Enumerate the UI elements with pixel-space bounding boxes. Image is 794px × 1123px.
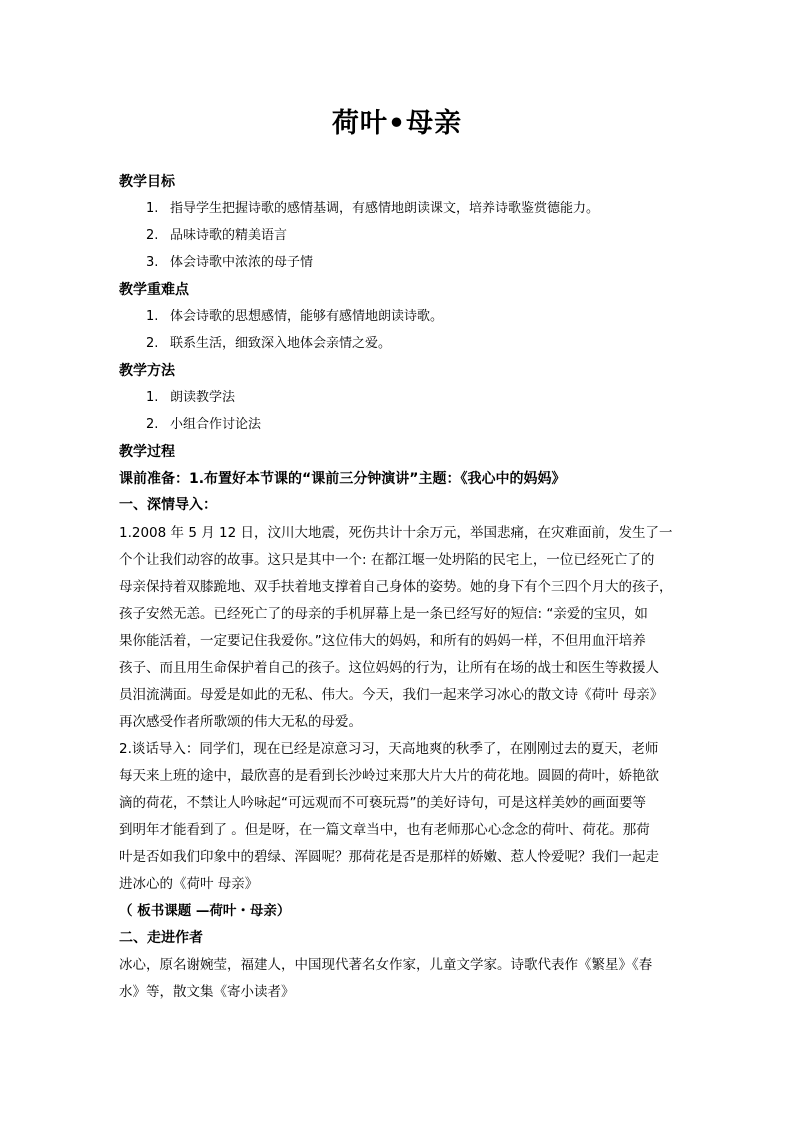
paragraph-line: 2.谈话导入：同学们，现在已经是凉意习习，天高地爽的秋季了，在刚刚过去的夏天，老师 [119, 741, 659, 757]
list-number: 2. [146, 417, 159, 432]
list-text: 朗读教学法 [170, 390, 236, 405]
list-item [146, 199, 599, 219]
list-number: 1. [146, 309, 159, 324]
section-heading-goals: 教学目标 [119, 174, 175, 190]
section-heading-methods: 教学方法 [119, 363, 175, 379]
paragraph-line: 冰心，原名谢婉莹，福建人，中国现代著名女作家，儿童文学家。诗歌代表作《繁星》《春 [119, 957, 653, 973]
list-text: 体会诗歌的思想感情，能够有感情地朗读诗歌。 [170, 309, 444, 324]
list-text: 联系生活，细致深入地体会亲情之爱。 [170, 336, 392, 351]
list-item [146, 334, 391, 354]
list-text: 指导学生把握诗歌的感情基调，有感情地朗读课文，培养诗歌鉴赏德能力。 [170, 201, 600, 216]
board-title-note: （ 板书课题 —荷叶・母亲） [119, 903, 291, 919]
list-text: 体会诗歌中浓浓的母子情 [170, 255, 314, 270]
list-item [146, 253, 313, 273]
paragraph-line: 1.2008 年 5 月 12 日，汶川大地震，死伤共计十余万元，举国悲痛，在灾难面前，发生了一 [119, 525, 673, 541]
list-item [146, 415, 261, 435]
list-number: 2. [146, 228, 159, 243]
paragraph-line: 滴的荷花，不禁让人吟咏起“可远观而不可亵玩焉”的美好诗句，可是这样美妙的画面要等 [119, 795, 646, 811]
paragraph-line: 水》等，散文集《寄小读者》 [119, 984, 295, 1000]
list-number: 1. [146, 201, 159, 216]
paragraph-line: 叶是否如我们印象中的碧绿、浑圆呢？那荷花是否是那样的娇嫩、惹人怜爱呢？我们一起走 [119, 849, 659, 865]
paragraph-line: 每天来上班的途中，最欣喜的是看到长沙岭过来那大片大片的荷花地。圆圆的荷叶，娇艳欲 [119, 768, 659, 784]
list-item [146, 388, 235, 408]
paragraph-line: 再次感受作者所歌颂的伟大无私的母爱。 [119, 714, 362, 730]
list-number: 1. [146, 390, 159, 405]
list-text: 小组合作讨论法 [170, 417, 262, 432]
part-heading-author: 二、走进作者 [119, 930, 203, 946]
part-heading-intro: 一、深情导入： [119, 497, 217, 513]
list-number: 3. [146, 255, 159, 270]
paragraph-line: 个个让我们动容的故事。这只是其中一个: 在都江堰一处坍陷的民宅上，一位已经死亡了的 [119, 552, 655, 568]
paragraph-line: 果你能活着，一定要记住我爱你。”这位伟大的妈妈，和所有的妈妈一样，不但用血汗培养 [119, 633, 646, 649]
list-item [146, 307, 443, 327]
paragraph-line: 到明年才能看到了 。但是呀，在一篇文章当中，也有老师那心心念念的荷叶、荷花。那荷 [119, 822, 650, 838]
paragraph-line: 进冰心的《荷叶 母亲》 [119, 876, 259, 892]
document-title: 荷叶•母亲 [331, 108, 463, 139]
section-heading-process: 教学过程 [119, 444, 175, 460]
paragraph-line: 孩子安然无恙。已经死亡了的母亲的手机屏幕上是一条已经写好的短信: “亲爱的宝贝，如 [119, 606, 648, 622]
paragraph-line: 员泪流满面。母爱是如此的无私、伟大。今天，我们一起来学习冰心的散文诗《荷叶 母亲》 [119, 687, 664, 703]
paragraph-line: 母亲保持着双膝跪地、双手扶着地支撑着自己身体的姿势。她的身下有个三四个月大的孩子， [119, 579, 673, 595]
pre-class-preparation: 课前准备：1.布置好本节课的“课前三分钟演讲”主题：《我心中的妈妈》 [119, 471, 566, 487]
list-text: 品味诗歌的精美语言 [170, 228, 288, 243]
list-number: 2. [146, 336, 159, 351]
list-item [146, 226, 287, 246]
paragraph-line: 孩子、而且用生命保护着自己的孩子。这位妈妈的行为，让所有在场的战士和医生等救援人 [119, 660, 659, 676]
section-heading-keypoints: 教学重难点 [119, 282, 189, 298]
